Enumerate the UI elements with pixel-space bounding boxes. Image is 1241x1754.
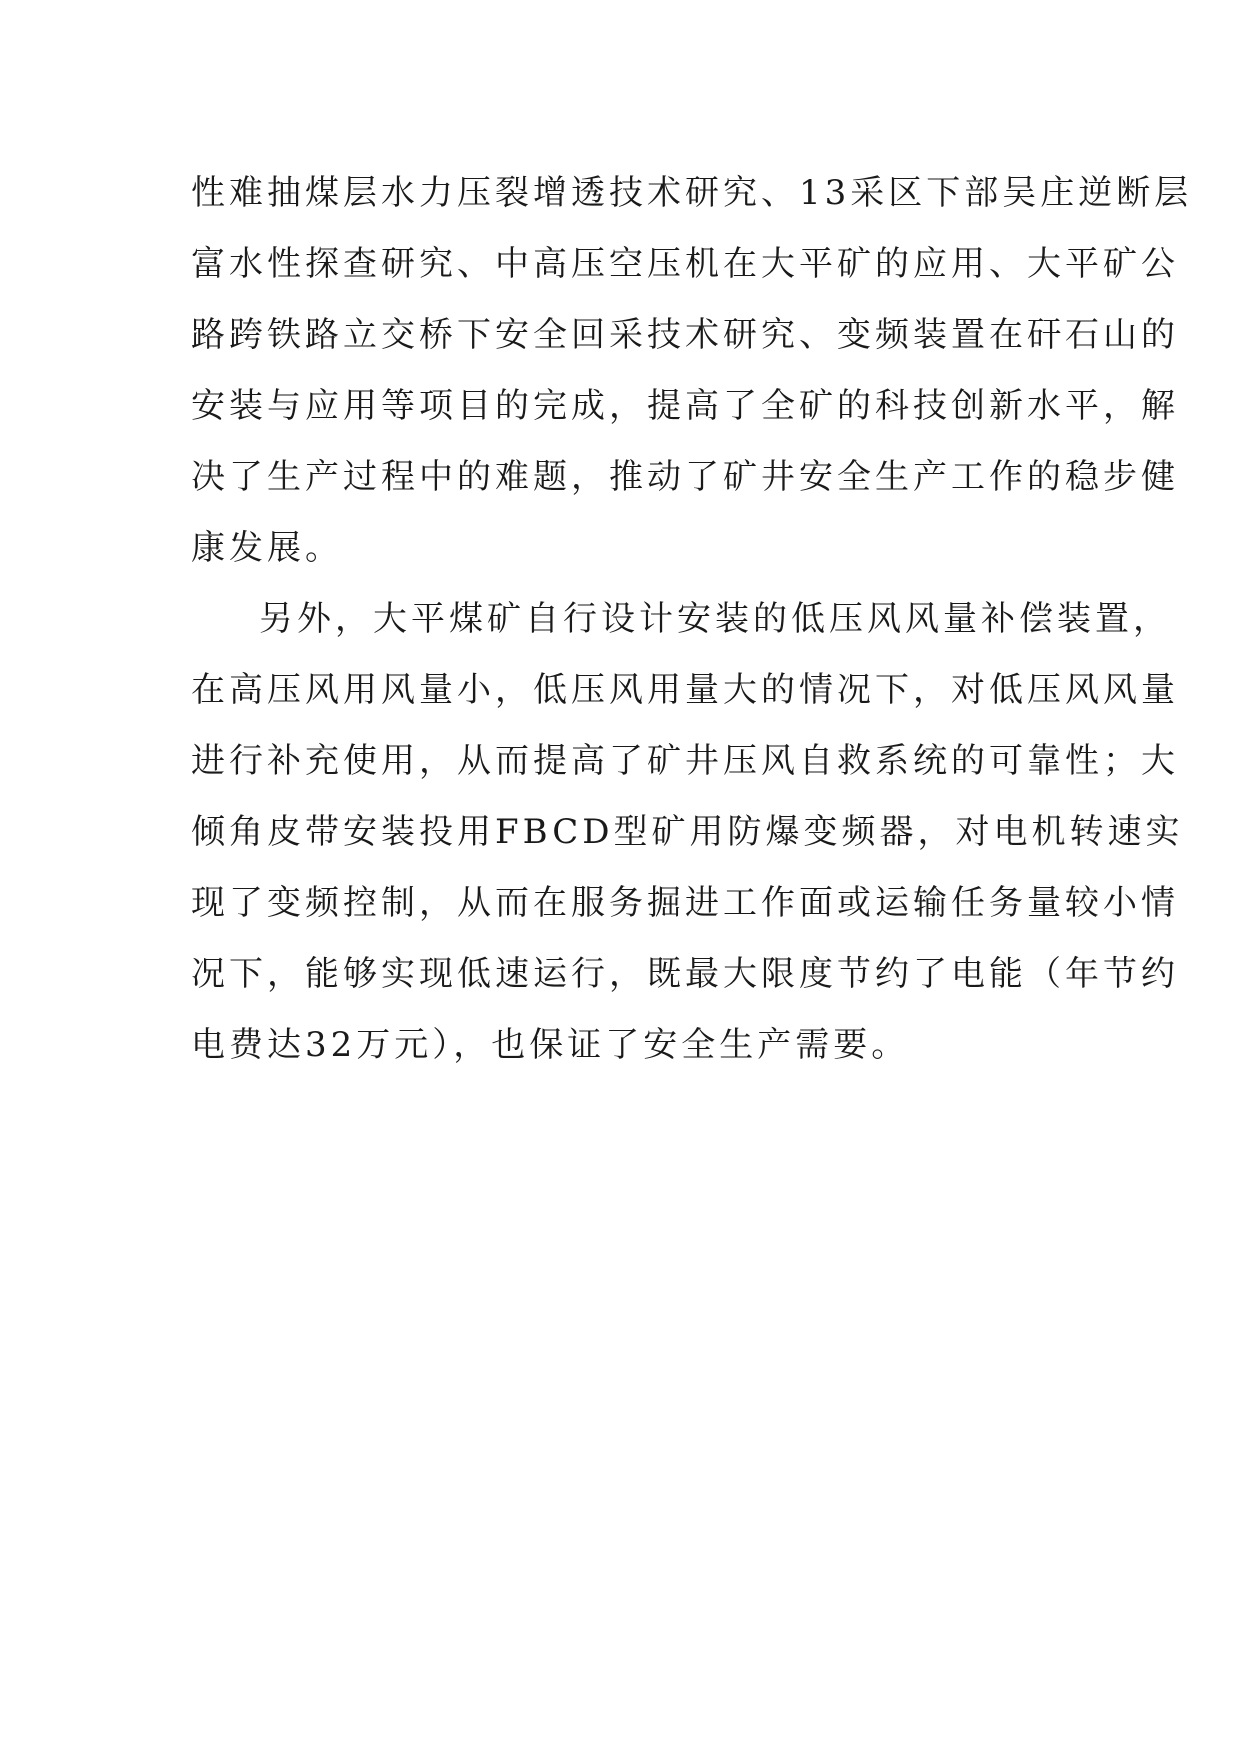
text-line: 进行补充使用，从而提高了矿井压风自救系统的可靠性；大 — [191, 741, 1179, 781]
body-text — [191, 158, 1193, 1081]
text-line: 性难抽煤层水力压裂增透技术研究、13采区下部吴庄逆断层 — [191, 173, 1193, 213]
text-line: 倾角皮带安装投用FBCD型矿用防爆变频器，对电机转速实 — [191, 812, 1184, 852]
text-line: 电费达32万元），也保证了安全生产需要。 — [191, 1025, 910, 1065]
text-line: 安装与应用等项目的完成，提高了全矿的科技创新水平，解 — [191, 386, 1179, 426]
paragraph — [191, 584, 1184, 1081]
text-line: 康发展。 — [191, 528, 343, 568]
text-line: 决了生产过程中的难题，推动了矿井安全生产工作的稳步健 — [191, 457, 1179, 497]
text-line: 况下，能够实现低速运行，既最大限度节约了电能（年节约 — [191, 954, 1179, 994]
paragraph — [191, 158, 1193, 584]
text-line: 在高压风用风量小，低压风用量大的情况下，对低压风风量 — [191, 670, 1179, 710]
text-line: 另外，大平煤矿自行设计安装的低压风风量补偿装置， — [259, 599, 1171, 639]
text-line: 路跨铁路立交桥下安全回采技术研究、变频装置在矸石山的 — [191, 315, 1179, 355]
text-line: 富水性探查研究、中高压空压机在大平矿的应用、大平矿公 — [191, 244, 1179, 284]
text-line: 现了变频控制，从而在服务掘进工作面或运输任务量较小情 — [191, 883, 1179, 923]
